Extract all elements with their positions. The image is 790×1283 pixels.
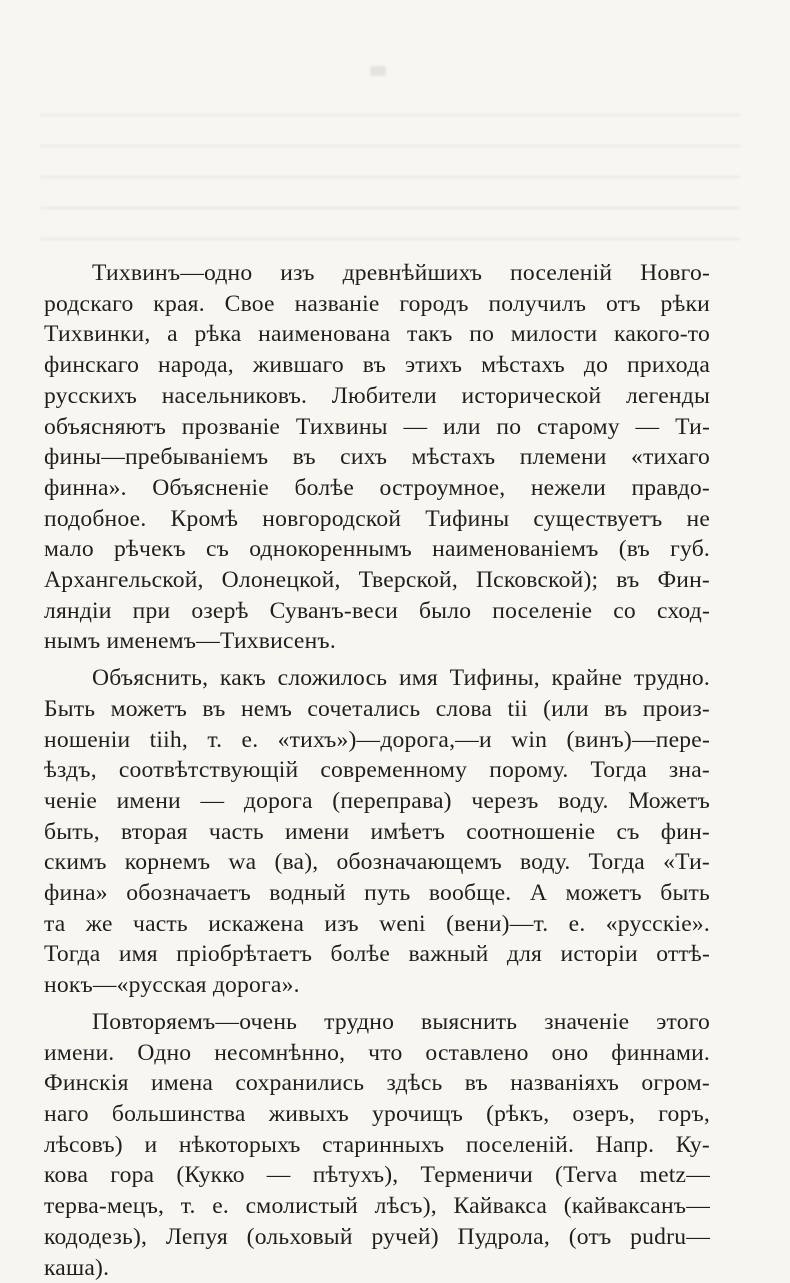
text-line: Тогда имя прiобрѣтаетъ болѣе важный для исторiи оттѣ-	[44, 939, 710, 970]
text-line: нымъ именемъ—Тихвисенъ.	[44, 626, 710, 657]
text-line: терва-мецъ, т. е. смолистый лѣсъ), Кайвакса (кайваксанъ—	[44, 1191, 710, 1222]
text-line: та же часть искажена изъ weni (вени)—т. е. «русскiе».	[44, 909, 710, 940]
text-line: имени. Одно несомнѣнно, что оставлено оно финнами.	[44, 1038, 710, 1069]
text-line: русскихъ насельниковъ. Любители исторической легенды	[44, 381, 710, 412]
text-line: скимъ корнемъ wa (ва), обозначающемъ воду. Тогда «Ти-	[44, 847, 710, 878]
text-line: быть, вторая часть имени имѣетъ соотношенiе съ фин-	[44, 817, 710, 848]
text-line: объясняютъ прозванiе Тихвины — или по старому — Ти-	[44, 412, 710, 443]
text-line: Тихвинъ—одно изъ древнѣйшихъ поселенiй Новго-	[44, 258, 710, 289]
text-line: лѣсовъ) и нѣкоторыхъ старинныхъ поселенiй. Напр. Ку-	[44, 1130, 710, 1161]
text-line: ношенiи tiih, т. е. «тихъ»)—дорога,—и win (винъ)—пере-	[44, 725, 710, 756]
text-line: мало рѣчекъ съ однокореннымъ наименованiемъ (въ губ.	[44, 534, 710, 565]
text-line: фина» обозначаетъ водный путь вообще. А можетъ быть	[44, 878, 710, 909]
text-line: ляндiи при озерѣ Суванъ-веси было поселенiе со сход-	[44, 596, 710, 627]
text-line: Архангельской, Олонецкой, Тверской, Псковской); въ Фин-	[44, 565, 710, 596]
text-line: ѣздъ, соотвѣтствующiй современному порому. Тогда зна-	[44, 755, 710, 786]
text-line: родскаго края. Свое названiе городъ получилъ отъ рѣки	[44, 289, 710, 320]
text-line: каша).	[44, 1253, 710, 1283]
text-line: финскаго народа, жившаго въ этихъ мѣстахъ до прихода	[44, 350, 710, 381]
bleed-through-mark	[370, 66, 386, 76]
paragraph	[44, 663, 710, 1001]
body-text	[44, 258, 710, 1283]
text-line: Быть можетъ въ немъ сочетались слова tii (или въ произ-	[44, 694, 710, 725]
paragraph	[44, 258, 710, 657]
text-line: кова гора (Кукко — пѣтухъ), Терменичи (Terva metz—	[44, 1160, 710, 1191]
text-line: Объяснить, какъ сложилось имя Тифины, крайне трудно.	[44, 663, 710, 694]
text-line: финна». Объясненiе болѣе остроумное, нежели правдо-	[44, 473, 710, 504]
text-line: ченiе имени — дорога (переправа) черезъ воду. Можетъ	[44, 786, 710, 817]
text-line: Тихвинки, а рѣка наименована такъ по милости какого-то	[44, 319, 710, 350]
text-line: нокъ—«русская дорога».	[44, 970, 710, 1001]
text-line: подобное. Кромѣ новгородской Тифины существуетъ не	[44, 504, 710, 535]
text-line: кододезь), Лепуя (ольховый ручей) Пудрола, (отъ pudru—	[44, 1222, 710, 1253]
bleed-through-text	[40, 100, 740, 260]
text-line: Финскiя имена сохранились здѣсь въ названiяхъ огром-	[44, 1068, 710, 1099]
text-line: наго большинства живыхъ урочищъ (рѣкъ, озеръ, горъ,	[44, 1099, 710, 1130]
text-line: фины—пребыванiемъ въ сихъ мѣстахъ племени «тихаго	[44, 442, 710, 473]
text-line: Повторяемъ—очень трудно выяснить значенiе этого	[44, 1007, 710, 1038]
paragraph	[44, 1007, 710, 1283]
